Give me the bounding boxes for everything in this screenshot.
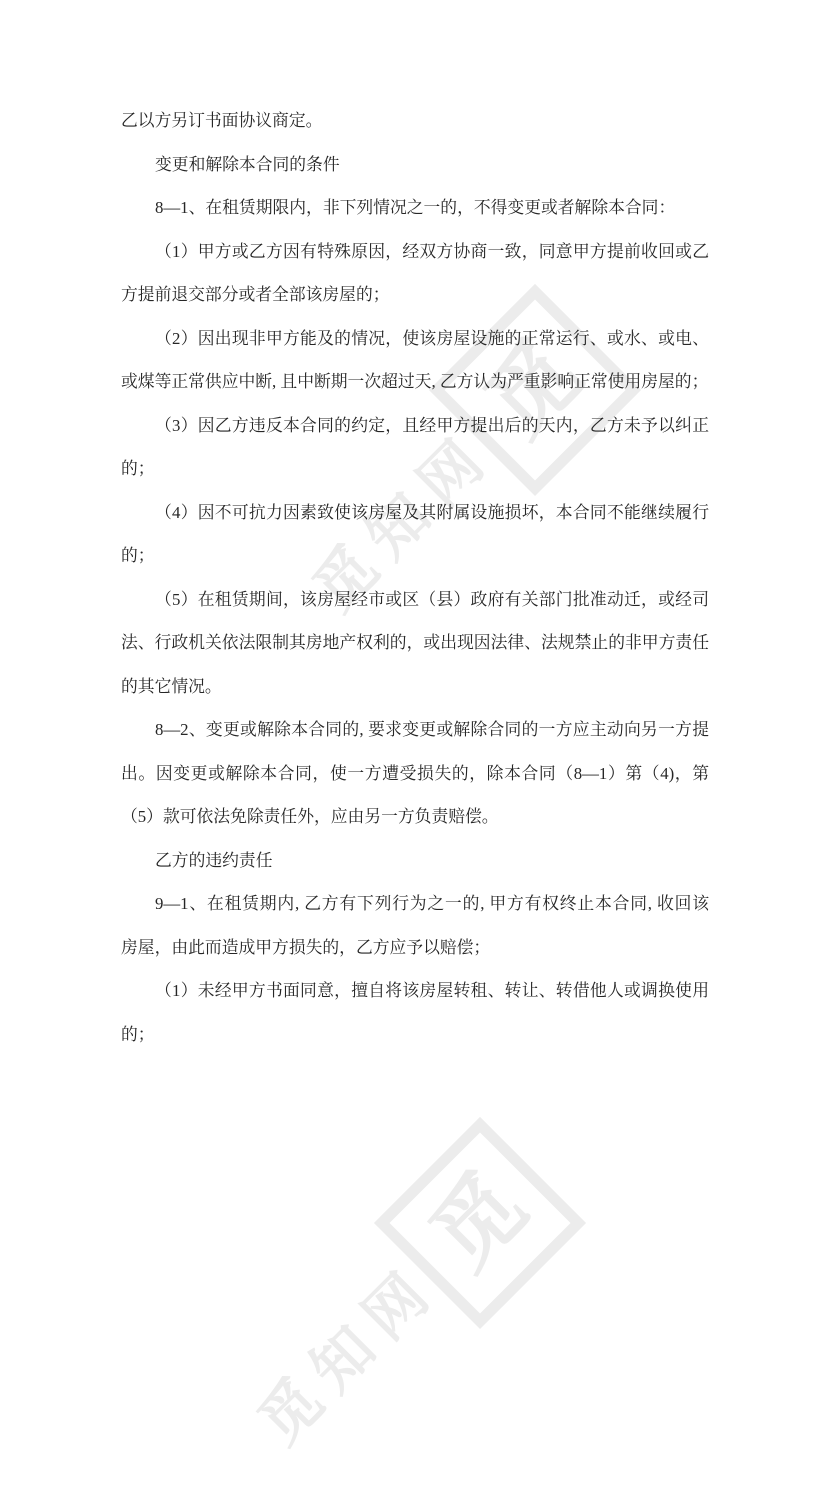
text-line-item-3: （3）因乙方违反本合同的约定，且经甲方提出后的天内，乙方未予以纠正: [155, 415, 709, 435]
watermark-char: 知: [298, 1314, 389, 1405]
watermark-char: 知: [353, 481, 444, 572]
watermark-mizhi-bottom: [217, 1117, 586, 1486]
text-line: （5）款可依法免除责任外，应由另一方负责赔偿。: [121, 807, 499, 826]
text-line-clause-8-1: 8—1、在租赁期限内，非下列情况之一的，不得变更或者解除本合同：: [155, 198, 676, 217]
contract-text-block: [121, 99, 709, 1056]
text-line: 房屋，由此而造成甲方损失的，乙方应予以赔偿；: [121, 937, 491, 957]
text-line: 的；: [121, 459, 155, 478]
text-line: 的；: [121, 546, 155, 565]
mizhi-logo-glyph: 觅: [414, 1157, 546, 1289]
text-line-item-1: （1）未经甲方书面同意，擅自将该房屋转租、转让、转借他人或调换使用: [155, 981, 709, 1000]
text-line: 乙以方另订书面协议商定。: [121, 111, 323, 130]
mizhi-diamond-logo-icon: [374, 1117, 586, 1329]
text-line-item-1: （1）甲方或乙方因有特殊原因，经双方协商一致，同意甲方提前收回或乙: [155, 241, 709, 261]
text-line: 方提前退交部分或者全部该房屋的；: [121, 285, 390, 304]
text-line: 的其它情况。: [121, 676, 222, 696]
mizhi-logo-glyph: 觅: [469, 324, 601, 456]
text-line-section-title: 变更和解除本合同的条件: [155, 154, 340, 174]
text-line-clause-9-1: 9—1、在租赁期内, 乙方有下列行为之一的, 甲方有权终止本合同, 收回该: [155, 894, 709, 913]
text-line: 法、行政机关依法限制其房地产权利的，或出现因法律、法规禁止的非甲方责任: [121, 633, 709, 652]
watermark-char: 网: [351, 1262, 441, 1352]
text-line: 出。因变更或解除本合同，使一方遭受损失的，除本合同（8—1）第（4)，第: [121, 763, 709, 783]
text-line: 或煤等正常供应中断, 且中断期一次超过天, 乙方认为严重影响正常使用房屋的；: [121, 372, 709, 391]
text-line: 的；: [121, 1024, 155, 1044]
watermark-char: 觅: [301, 534, 391, 624]
watermark-char: 网: [406, 429, 496, 519]
text-line-section-title: 乙方的违约责任: [155, 850, 273, 870]
text-line-clause-8-2: 8—2、变更或解除本合同的, 要求变更或解除合同的一方应主动向另一方提: [155, 720, 709, 739]
text-line-item-5: （5）在租赁期间，该房屋经市或区（县）政府有关部门批准动迁，或经司: [155, 589, 709, 609]
text-line-item-2: （2）因出现非甲方能及的情况，使该房屋设施的正常运行、或水、或电、: [155, 328, 709, 348]
text-line-item-4: （4）因不可抗力因素致使该房屋及其附属设施损坏，本合同不能继续履行: [155, 502, 709, 522]
watermark-char: 觅: [246, 1367, 336, 1457]
